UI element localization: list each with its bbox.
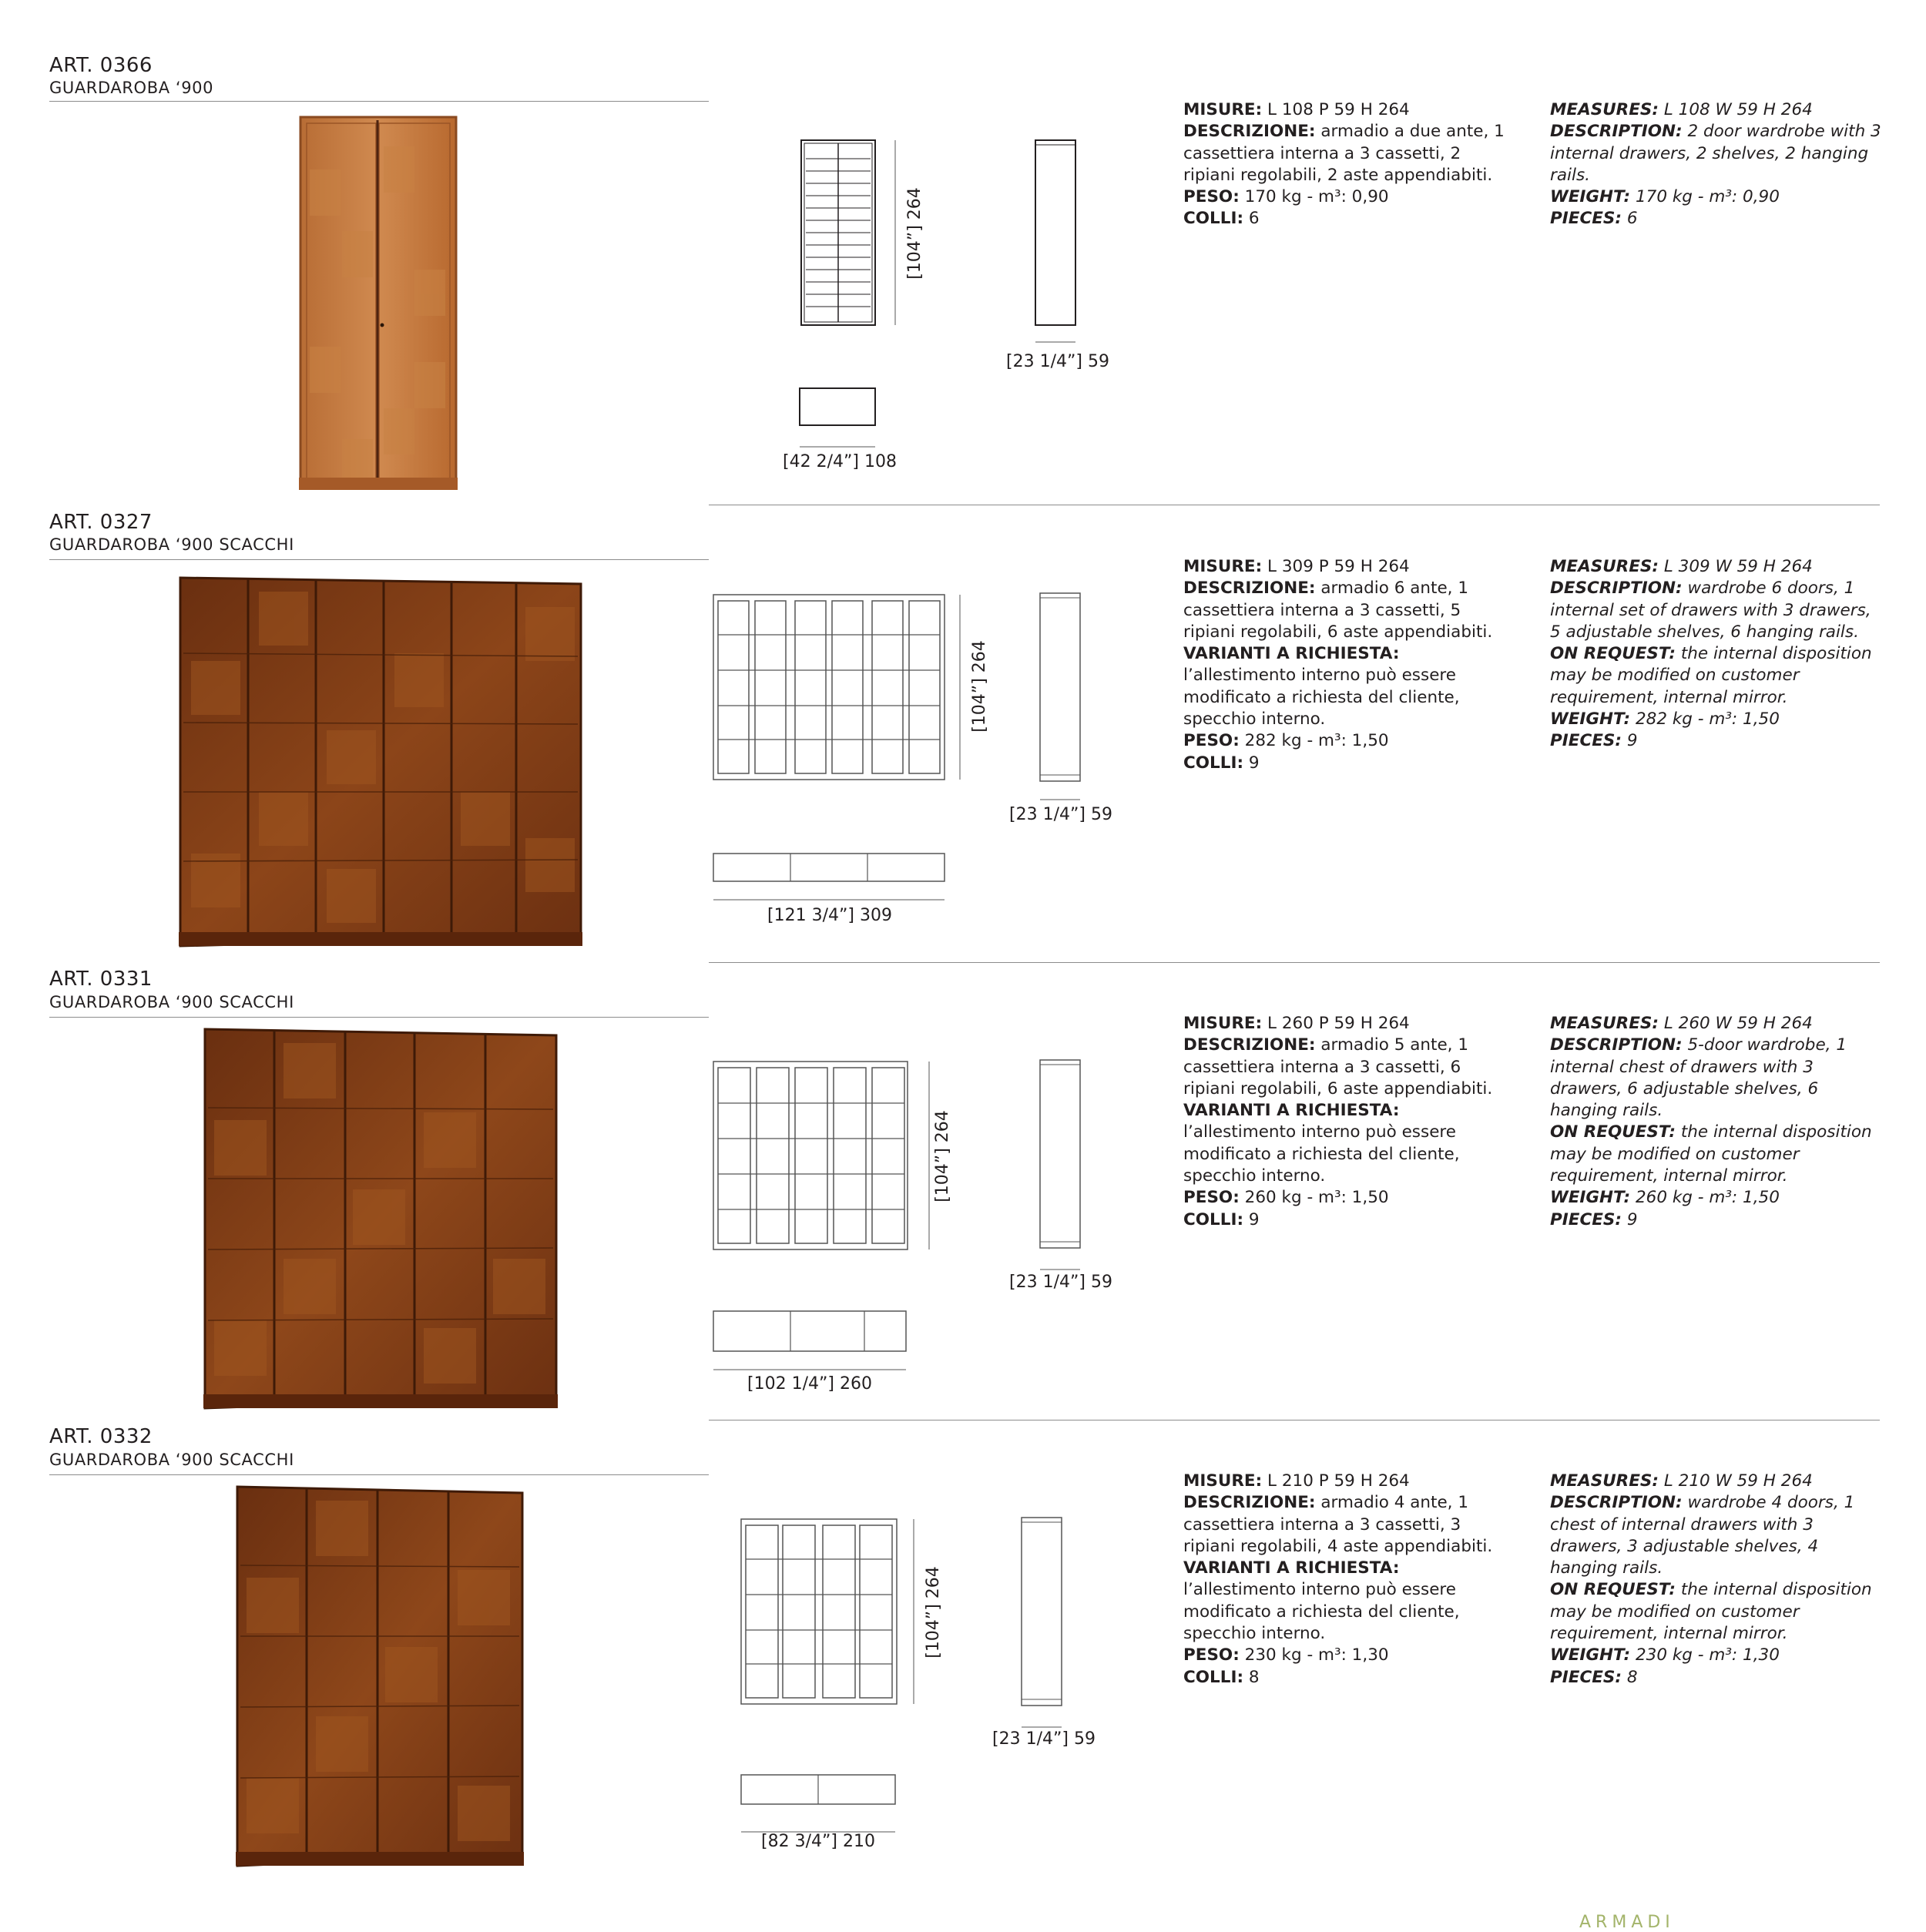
- spec-line: VARIANTI A RICHIESTA: l’allestimento interno può essere modificato a richiesta del cliente, specchio interno.: [1183, 1101, 1460, 1186]
- top-view-drawing: [712, 1310, 909, 1374]
- spec-english: [1550, 99, 1881, 230]
- spec-english: [1550, 556, 1881, 753]
- spec-line: VARIANTI A RICHIESTA: l’allestimento interno può essere modificato a richiesta del cliente, specchio interno.: [1183, 644, 1460, 730]
- spec-line: MEASURES: L 108 W 59 H 264: [1550, 100, 1813, 119]
- article-number: ART. 0366: [49, 54, 153, 77]
- side-view-drawing: [1037, 1058, 1085, 1274]
- front-view-drawing: [712, 1060, 943, 1253]
- spec-line: WEIGHT: 282 kg - m³: 1,50: [1550, 709, 1780, 730]
- product-photo: [176, 576, 582, 948]
- spec-italian: [1183, 1013, 1515, 1231]
- title-underline: [49, 559, 709, 560]
- spec-line: MISURE: L 260 P 59 H 264: [1183, 1014, 1410, 1033]
- title-underline: [49, 101, 709, 102]
- side-view-drawing: [1037, 592, 1085, 815]
- spec-line: MEASURES: L 260 W 59 H 264: [1550, 1014, 1813, 1033]
- width-dimension: [82 3/4”] 210: [761, 1832, 875, 1851]
- spec-line: PESO: 170 kg - m³: 0,90: [1183, 187, 1389, 207]
- depth-dimension: [23 1/4”] 59: [1009, 1273, 1112, 1292]
- spec-line: DESCRIPTION: wardrobe 6 doors, 1 internal set of drawers with 3 drawers, 5 adjustable shelves, 6 hanging rails.: [1550, 579, 1871, 642]
- height-dimension: [104”] 264: [904, 187, 924, 280]
- spec-line: MISURE: L 210 P 59 H 264: [1183, 1471, 1410, 1491]
- spec-line: COLLI: 6: [1183, 209, 1260, 229]
- depth-dimension: [23 1/4”] 59: [1006, 352, 1109, 371]
- spec-line: MEASURES: L 210 W 59 H 264: [1550, 1471, 1813, 1491]
- section-divider: [709, 962, 1880, 963]
- spec-line: DESCRIZIONE: armadio 5 ante, 1 cassettiera interna a 3 cassetti, 6 ripiani regolabili, 6 aste appendiabiti.: [1183, 1035, 1493, 1098]
- spec-line: DESCRIPTION: wardrobe 4 doors, 1 chest of internal drawers with 3 drawers, 3 adjustable shelves, 4 hanging rails.: [1550, 1493, 1855, 1578]
- article-number: ART. 0327: [49, 511, 153, 534]
- spec-line: PIECES: 8: [1550, 1667, 1638, 1687]
- product-name: GUARDAROBA ‘900: [49, 79, 214, 97]
- spec-line: MEASURES: L 309 W 59 H 264: [1550, 557, 1813, 576]
- spec-italian: [1183, 1471, 1515, 1689]
- spec-line: PESO: 230 kg - m³: 1,30: [1183, 1645, 1389, 1665]
- spec-line: DESCRIPTION: 2 door wardrobe with 3 internal drawers, 2 shelves, 2 hanging rails.: [1550, 122, 1881, 185]
- side-view-drawing: [1018, 1516, 1066, 1732]
- spec-line: DESCRIZIONE: armadio 6 ante, 1 cassettiera interna a 3 cassetti, 5 ripiani regolabili, 6 aste appendiabiti.: [1183, 579, 1493, 642]
- spec-english: [1550, 1013, 1881, 1231]
- spec-english: [1550, 1471, 1881, 1689]
- front-view-drawing: [798, 137, 914, 330]
- depth-dimension: [23 1/4”] 59: [992, 1729, 1096, 1749]
- width-dimension: [121 3/4”] 309: [767, 906, 892, 925]
- depth-dimension: [23 1/4”] 59: [1009, 805, 1112, 824]
- top-view-drawing: [798, 385, 878, 450]
- title-underline: [49, 1017, 709, 1018]
- title-underline: [49, 1474, 709, 1475]
- footer-section-mark: ARMADI: [1579, 1913, 1675, 1932]
- spec-line: PESO: 260 kg - m³: 1,50: [1183, 1188, 1389, 1208]
- spec-line: ON REQUEST: the internal disposition may be modified on customer requirement, internal mirror.: [1550, 1122, 1872, 1186]
- spec-line: ON REQUEST: the internal disposition may be modified on customer requirement, internal mirror.: [1550, 1580, 1872, 1644]
- spec-line: DESCRIZIONE: armadio 4 ante, 1 cassettiera interna a 3 cassetti, 3 ripiani regolabili, 4 aste appendiabiti.: [1183, 1493, 1493, 1556]
- article-number: ART. 0332: [49, 1425, 153, 1448]
- front-view-drawing: [712, 593, 981, 781]
- front-view-drawing: [740, 1518, 921, 1707]
- article-number: ART. 0331: [49, 968, 153, 991]
- height-dimension: [104”] 264: [969, 640, 989, 733]
- spec-italian: [1183, 556, 1515, 774]
- spec-line: ON REQUEST: the internal disposition may be modified on customer requirement, internal mirror.: [1550, 644, 1872, 707]
- spec-line: COLLI: 9: [1183, 1209, 1260, 1229]
- spec-line: COLLI: 8: [1183, 1667, 1260, 1687]
- top-view-drawing: [712, 852, 946, 903]
- spec-line: WEIGHT: 230 kg - m³: 1,30: [1550, 1645, 1780, 1665]
- spec-line: DESCRIPTION: 5-door wardrobe, 1 internal chest of drawers with 3 drawers, 6 adjustable shelves, 6 hanging rails.: [1550, 1035, 1847, 1121]
- width-dimension: [42 2/4”] 108: [783, 452, 897, 471]
- spec-line: WEIGHT: 170 kg - m³: 0,90: [1550, 187, 1780, 207]
- product-photo: [233, 1485, 525, 1869]
- product-name: GUARDAROBA ‘900 SCACCHI: [49, 993, 294, 1011]
- product-name: GUARDAROBA ‘900 SCACCHI: [49, 1451, 294, 1469]
- spec-line: COLLI: 9: [1183, 753, 1260, 773]
- spec-line: PIECES: 9: [1550, 731, 1638, 751]
- spec-line: DESCRIZIONE: armadio a due ante, 1 cassettiera interna a 3 cassetti, 2 ripiani regolabili, 2 aste appendiabiti.: [1183, 122, 1505, 185]
- spec-line: VARIANTI A RICHIESTA: l’allestimento interno può essere modificato a richiesta del cliente, specchio interno.: [1183, 1558, 1460, 1644]
- product-photo: [299, 116, 458, 490]
- spec-line: MISURE: L 108 P 59 H 264: [1183, 100, 1410, 119]
- spec-line: PIECES: 6: [1550, 209, 1638, 229]
- height-dimension: [104”] 264: [923, 1566, 943, 1659]
- spec-line: MISURE: L 309 P 59 H 264: [1183, 557, 1410, 576]
- spec-italian: [1183, 99, 1507, 230]
- side-view-drawing: [1032, 137, 1079, 345]
- spec-line: WEIGHT: 260 kg - m³: 1,50: [1550, 1188, 1780, 1208]
- spec-line: PESO: 282 kg - m³: 1,50: [1183, 731, 1389, 751]
- height-dimension: [104”] 264: [932, 1110, 952, 1202]
- spec-line: PIECES: 9: [1550, 1209, 1638, 1229]
- product-name: GUARDAROBA ‘900 SCACCHI: [49, 535, 294, 554]
- width-dimension: [102 1/4”] 260: [747, 1374, 872, 1394]
- product-photo: [200, 1028, 558, 1410]
- top-view-drawing: [740, 1773, 898, 1835]
